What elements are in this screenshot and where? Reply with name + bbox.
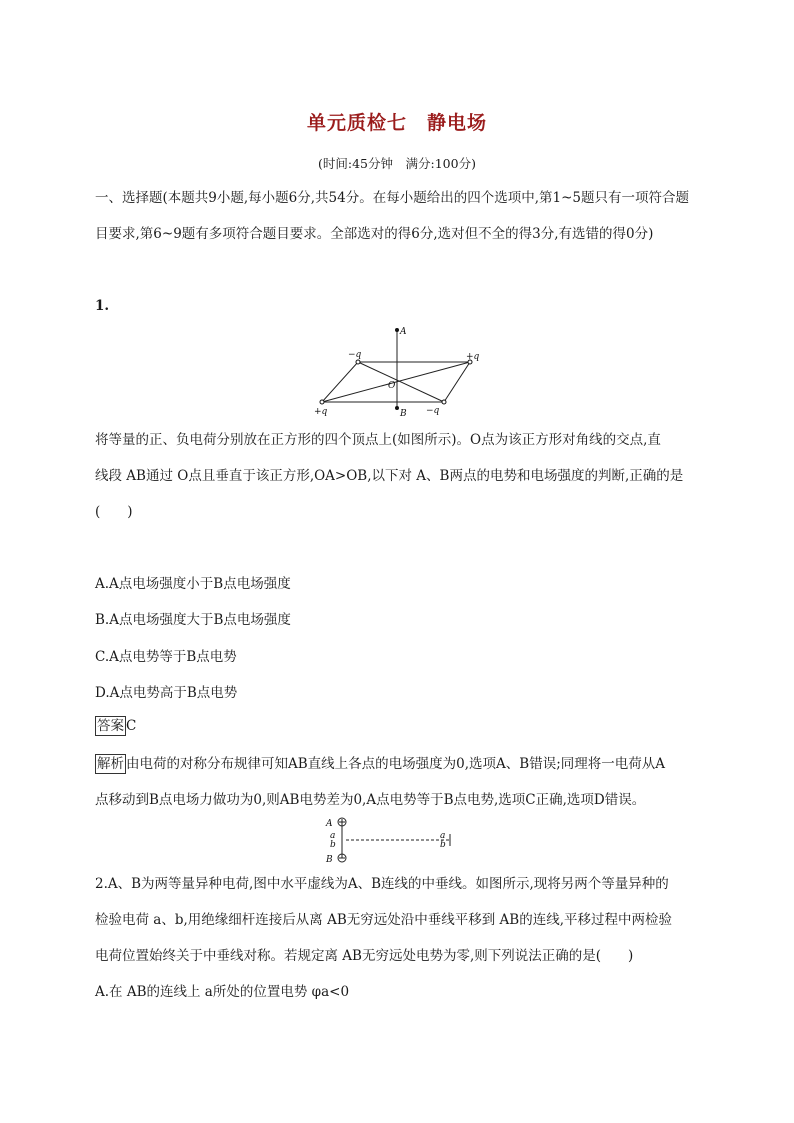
option-b: B.A点电场强度大于B点电场强度: [95, 612, 291, 628]
label-o: O: [388, 381, 396, 391]
answer-row: [95, 716, 136, 736]
label-charge-br: −q: [426, 406, 440, 416]
question-2-option-a: A.在 AB的连线上 a所处的位置电势 φa<0: [95, 984, 350, 1000]
question-1-number: 1.: [95, 298, 110, 314]
label-right-a: a: [440, 831, 446, 841]
label-charge-bl: +q: [314, 407, 328, 417]
charge-bottom-right: [442, 400, 446, 404]
analysis-row-1: [95, 752, 665, 774]
analysis-label: 解析: [97, 756, 124, 772]
section-intro: 一、选择题(本题共9小题,每小题6分,共54分。在每小题给出的四个选项中,第1~5题只有一项符合题目要求,第6~9题有多项符合题目要求。全部选对的得6分,选对但不全的得3分,有选错的得0分): [95, 190, 689, 242]
charge-bottom-left: [320, 400, 324, 404]
page-subtitle: (时间:45分钟 满分:100分): [318, 156, 476, 171]
figure-charges-square: [310, 320, 490, 420]
point-a: [395, 328, 399, 332]
charge-top-left: [356, 360, 360, 364]
label-big-b: B: [326, 855, 333, 865]
question-2-stem-line-2: 检验电荷 a、b,用绝缘细杆连接后从离 AB无穷远处沿中垂线平移到 AB的连线,平移过程中两检验: [95, 912, 672, 928]
label-a: A: [400, 327, 407, 337]
label-big-a: A: [326, 819, 333, 829]
label-left-b: b: [330, 840, 336, 850]
answer-value: C: [126, 718, 137, 734]
option-d: D.A点电势高于B点电势: [95, 685, 238, 701]
point-b: [395, 406, 399, 410]
label-charge-tr: +q: [466, 352, 480, 362]
figure-test-charges: [322, 814, 472, 868]
label-right-b: b: [440, 840, 446, 850]
label-b: B: [400, 409, 407, 419]
analysis-line-1: 由电荷的对称分布规律可知AB直线上各点的电场强度为0,选项A、B错误;同理将一电荷从A: [126, 756, 666, 772]
answer-label: 答案: [97, 718, 124, 734]
analysis-line-2: 点移动到B点电场力做功为0,则AB电势差为0,A点电势等于B点电势,选项C正确,选项D错误。: [95, 792, 646, 808]
label-left-a: a: [330, 831, 336, 841]
option-c: C.A点电势等于B点电势: [95, 649, 237, 665]
question-1-stem-line-2: 线段 AB通过 O点且垂直于该正方形,OA>OB,以下对 A、B两点的电势和电场强度的判断,正确的是: [95, 468, 684, 484]
option-a: A.A点电场强度小于B点电场强度: [95, 576, 291, 592]
page-title: 单元质检七 静电场: [306, 112, 487, 134]
question-1-bracket: ( ): [95, 504, 133, 520]
label-charge-tl: −q: [348, 350, 362, 360]
question-1-stem-line-1: 将等量的正、负电荷分别放在正方形的四个顶点上(如图所示)。O点为该正方形对角线的交点,直: [95, 432, 661, 448]
question-2-stem-line-3: 电荷位置始终关于中垂线对称。若规定离 AB无穷远处电势为零,则下列说法正确的是( ): [95, 948, 634, 964]
diagonal-1: [358, 362, 444, 402]
question-2-stem-line-1: 2.A、B为两等量异种电荷,图中水平虚线为A、B连线的中垂线。如图所示,现将另两个等量异种的: [95, 876, 669, 892]
